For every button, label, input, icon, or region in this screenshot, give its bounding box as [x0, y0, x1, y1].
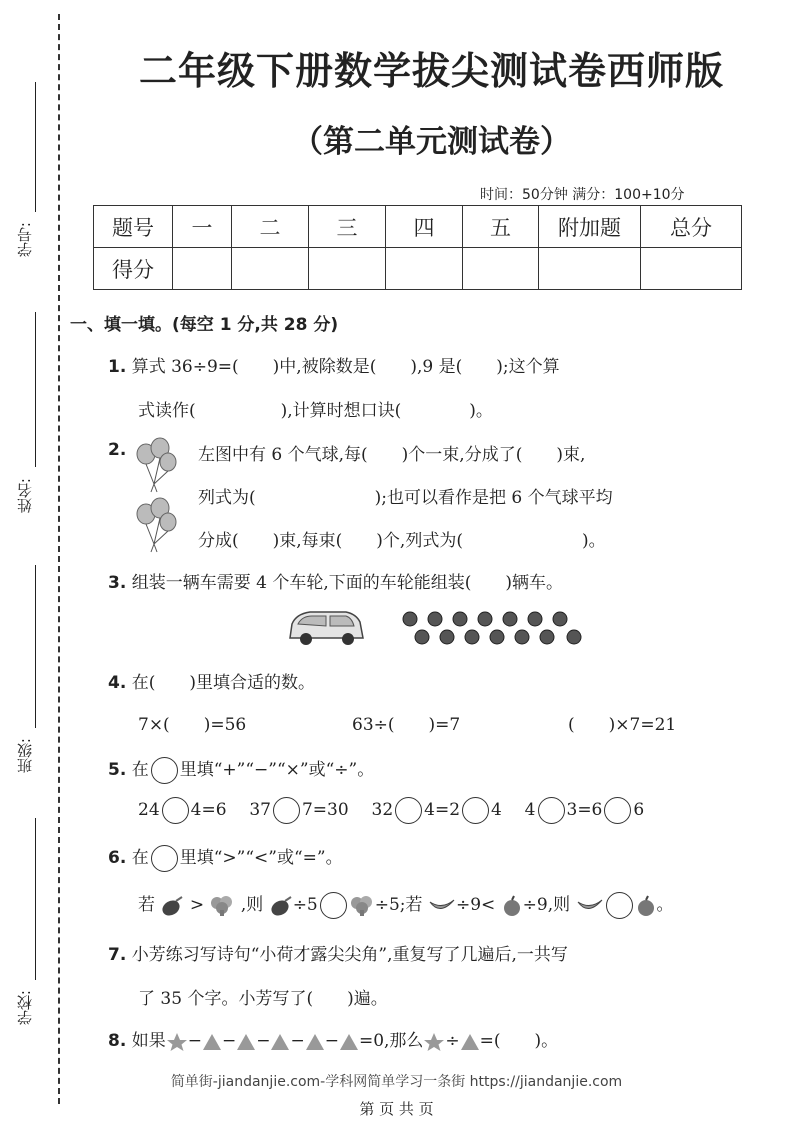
apple-icon	[635, 895, 657, 917]
score-header-cell: 二	[232, 206, 309, 248]
operand: 4	[524, 800, 536, 820]
car-icon	[286, 608, 366, 648]
question-3	[108, 568, 563, 593]
question-2-line-1: 左图中有 6 个气球,每( )个一束,分成了( )束,	[198, 445, 586, 465]
text: =0,那么	[358, 1031, 424, 1051]
text: ÷9,则	[522, 895, 571, 915]
question-number: 4.	[108, 673, 127, 693]
question-2-line-2: 列式为( );也可以看作是把 6 个气球平均	[198, 488, 613, 508]
question-text: 算式 36÷9=( )中,被除数是( ),9 是( );这个算	[131, 357, 560, 377]
score-row-label: 得分	[94, 248, 173, 290]
text: −	[256, 1031, 271, 1051]
operand: 4	[491, 800, 502, 820]
question-number: 6.	[108, 848, 127, 868]
question-number: 8.	[108, 1031, 127, 1051]
student-id-line[interactable]	[35, 82, 36, 212]
question-6	[108, 843, 343, 872]
score-table	[93, 205, 742, 290]
score-header-cell: 题号	[94, 206, 173, 248]
triangle-icon	[460, 1033, 480, 1051]
question-5-equations	[138, 797, 644, 824]
question-number: 5.	[108, 760, 127, 780]
balloons-icon	[134, 436, 180, 556]
school-line[interactable]	[35, 818, 36, 980]
operand: 37	[249, 800, 271, 820]
operand: 4=2	[424, 800, 461, 820]
broccoli-icon	[349, 895, 375, 917]
text: ,则	[240, 895, 264, 915]
score-cell[interactable]	[232, 248, 309, 290]
page-number: 第 页 共 页	[359, 1100, 434, 1118]
answer-circle[interactable]	[462, 797, 489, 824]
question-2-line-3: 分成( )束,每束( )个,列式为( )。	[198, 531, 606, 551]
question-6-statement	[138, 890, 674, 919]
question-8	[108, 1026, 558, 1052]
equation: 63÷( )=7	[352, 715, 461, 735]
answer-circle[interactable]	[538, 797, 565, 824]
answer-circle[interactable]	[395, 797, 422, 824]
wheels-icon	[400, 609, 586, 647]
broccoli-icon	[209, 895, 235, 917]
text: ÷5;若	[374, 895, 423, 915]
question-number: 3.	[108, 573, 127, 593]
question-text: 里填“+”“−”“×”或“÷”。	[179, 760, 375, 780]
school-label: 学校:	[16, 990, 34, 1026]
triangle-icon	[305, 1033, 325, 1051]
question-text: 在( )里填合适的数。	[131, 673, 315, 693]
name-line[interactable]	[35, 312, 36, 467]
footer-watermark: 简单街-jiandanjie.com-学科网简单学习一条街 https://jiandanjie.com	[170, 1074, 623, 1090]
question-7-line-2: 了 35 个字。小芳写了( )遍。	[138, 989, 388, 1009]
answer-circle[interactable]	[606, 892, 633, 919]
triangle-icon	[339, 1033, 359, 1051]
question-2	[108, 440, 126, 460]
score-header-cell: 四	[386, 206, 463, 248]
operand: 24	[138, 800, 160, 820]
triangle-icon	[202, 1033, 222, 1051]
question-text: 在	[131, 760, 149, 780]
score-cell[interactable]	[463, 248, 539, 290]
text: −	[290, 1031, 305, 1051]
score-header-cell: 五	[463, 206, 539, 248]
score-table-score-row	[94, 248, 742, 290]
question-1-line-2: 式读作( ),计算时想口诀( )。	[138, 401, 493, 421]
text: −	[187, 1031, 202, 1051]
score-cell[interactable]	[173, 248, 232, 290]
answer-circle[interactable]	[162, 797, 189, 824]
equation: 7×( )=56	[138, 715, 247, 735]
class-line[interactable]	[35, 565, 36, 728]
text: 若	[138, 895, 155, 915]
star-icon	[423, 1032, 445, 1052]
text: −	[221, 1031, 237, 1051]
eggplant-icon	[269, 895, 293, 917]
question-text: 小芳练习写诗句“小荷才露尖尖角”,重复写了几遍后,一共写	[131, 945, 568, 965]
answer-circle[interactable]	[151, 757, 178, 784]
score-cell[interactable]	[539, 248, 641, 290]
text: 。	[656, 895, 674, 915]
score-table-header-row	[94, 206, 742, 248]
operand: 4=6	[190, 800, 227, 820]
score-cell[interactable]	[309, 248, 386, 290]
binding-dashed-line	[58, 14, 60, 1104]
question-4	[108, 668, 315, 693]
answer-circle[interactable]	[151, 845, 178, 872]
student-id-label: 学号:	[16, 222, 34, 258]
page-title: 二年级下册数学拔尖测试卷西师版	[138, 49, 724, 93]
operand: 6	[633, 800, 645, 820]
time-info: 时间：50分钟 满分：100+10分	[480, 187, 685, 203]
eggplant-icon	[160, 895, 184, 917]
question-number: 2.	[108, 440, 127, 460]
text: ÷5	[292, 895, 318, 915]
apple-icon	[501, 895, 523, 917]
question-text: 在	[131, 848, 149, 868]
text: −	[324, 1031, 339, 1051]
class-label: 班级:	[16, 738, 34, 774]
answer-circle[interactable]	[273, 797, 300, 824]
score-cell[interactable]	[386, 248, 463, 290]
question-number: 7.	[108, 945, 127, 965]
banana-icon	[428, 896, 456, 916]
operand: 3=6	[566, 800, 603, 820]
banana-icon	[576, 896, 604, 916]
triangle-icon	[270, 1033, 290, 1051]
score-header-cell: 三	[309, 206, 386, 248]
text: ÷9<	[455, 895, 496, 915]
question-number: 1.	[108, 357, 127, 377]
score-header-cell: 一	[173, 206, 232, 248]
score-header-cell: 总分	[641, 206, 742, 248]
operand: 7=30	[301, 800, 349, 820]
text: =( )。	[479, 1031, 559, 1051]
answer-circle[interactable]	[320, 892, 347, 919]
score-header-cell: 附加题	[539, 206, 641, 248]
score-cell[interactable]	[641, 248, 742, 290]
question-text: 组装一辆车需要 4 个车轮,下面的车轮能组装( )辆车。	[131, 573, 563, 593]
text: 如果	[131, 1031, 166, 1051]
question-text: 里填“>”“<”或“=”。	[179, 848, 343, 868]
text: ÷	[445, 1031, 460, 1051]
question-5	[108, 755, 374, 784]
page-subtitle: （第二单元测试卷）	[292, 124, 571, 160]
text: >	[189, 895, 205, 915]
operand: 32	[371, 800, 394, 820]
section-heading: 一、填一填。(每空 1 分,共 28 分)	[70, 315, 339, 335]
name-label: 姓名:	[16, 478, 34, 514]
triangle-icon	[236, 1033, 256, 1051]
star-icon	[166, 1032, 188, 1052]
answer-circle[interactable]	[604, 797, 631, 824]
equation: ( )×7=21	[568, 715, 677, 735]
question-7	[108, 940, 568, 965]
question-1	[108, 352, 560, 377]
